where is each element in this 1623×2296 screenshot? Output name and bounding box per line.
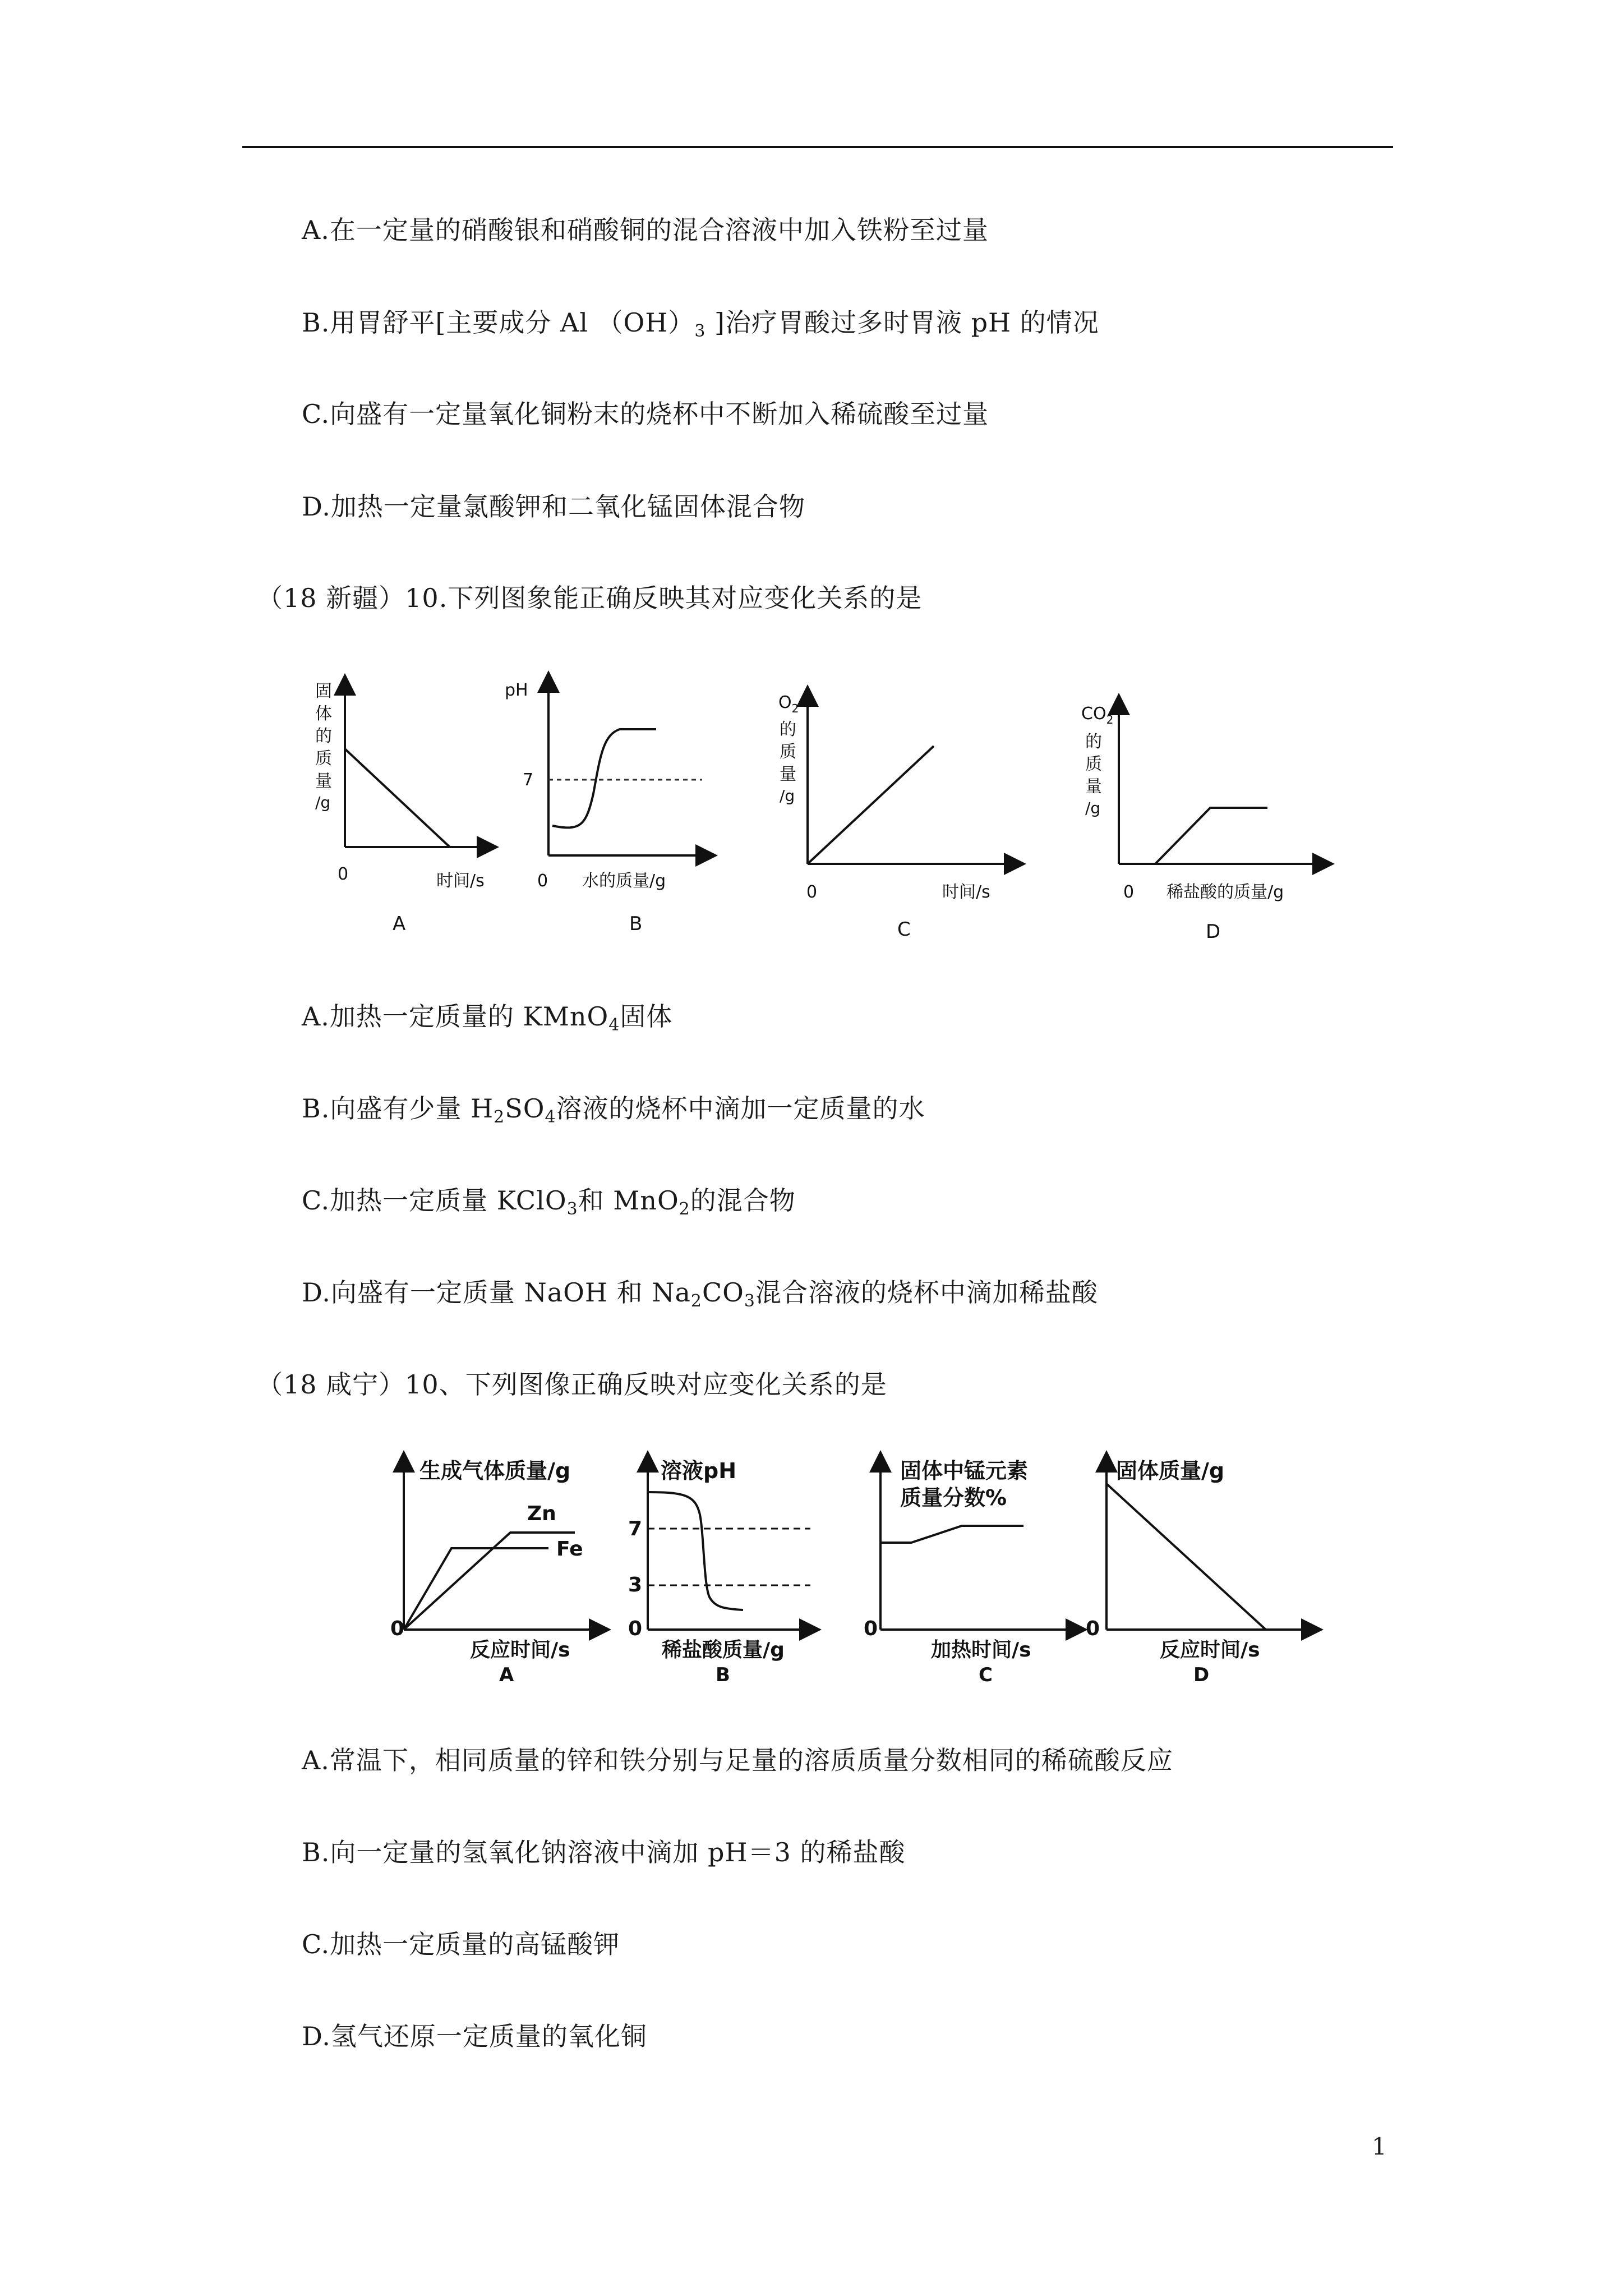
graph-b-tick-7: 7: [523, 770, 534, 790]
xn-graph-b-caption: B: [716, 1664, 730, 1686]
xn-graph-d-caption: D: [1193, 1664, 1210, 1686]
graph-d-ylabel-3: 量: [1085, 777, 1102, 797]
graph-a-origin: 0: [338, 864, 349, 884]
xn-graph-d: [1086, 1458, 1312, 1686]
graph-d-line: [1155, 808, 1267, 864]
xn-graph-d-line: [1106, 1484, 1266, 1630]
graph-c-xlabel: 时间/s: [942, 882, 990, 902]
graph-a-ylabel-6: /g: [315, 793, 331, 812]
graph-d-ylabel-2: 质: [1085, 754, 1102, 774]
graph-c-ylabel-2: 质: [780, 742, 796, 762]
xn-graph-b-tick-7: 7: [628, 1517, 643, 1540]
xn-graph-b-xlabel: 稀盐酸质量/g: [662, 1639, 785, 1662]
graph-a-ylabel-2: 体: [315, 704, 332, 724]
q9-option-d: D.加热一定量氯酸钾和二氧化锰固体混合物: [302, 491, 805, 522]
graph-c-ylabel-4: /g: [780, 786, 795, 805]
q10-xinjiang-option-a: A.加热一定质量的 KMnO$_4$固体: [302, 1001, 673, 1035]
q10-xinjiang-option-b: B.向盛有少量 $H_2SO_4$溶液的烧杯中滴加一定质量的水: [302, 1093, 925, 1127]
xn-graph-a-xlabel: 反应时间/s: [470, 1639, 570, 1662]
xn-graph-c-caption: C: [979, 1664, 993, 1686]
q10-xinjiang-stem: （18 新疆）10.下列图象能正确反映其对应变化关系的是: [257, 583, 923, 613]
xn-graph-a-origin: 0: [390, 1617, 405, 1640]
q9-option-a: A.在一定量的硝酸银和硝酸铜的混合溶液中加入铁粉至过量: [302, 215, 989, 245]
xn-graph-c-xlabel: 加热时间/s: [931, 1639, 1031, 1662]
xn-graph-a-series-zn: Zn: [527, 1502, 556, 1525]
q9-option-b: B.用胃舒平[主要成分 Al $(OH)_3$ ]治疗胃酸过多时胃液 pH 的情况: [302, 307, 1099, 341]
q10-xianning-option-c: C.加热一定质量的高锰酸钾: [302, 1929, 620, 1959]
xn-graph-d-xlabel: 反应时间/s: [1160, 1639, 1260, 1662]
xn-graph-a-caption: A: [499, 1664, 514, 1686]
xn-graph-c-ylabel-1: 固体中锰元素: [900, 1458, 1029, 1483]
graph-b-curve: [552, 729, 656, 827]
graph-a-ylabel-5: 量: [315, 771, 332, 791]
xn-graph-a-zn-line: [404, 1533, 575, 1630]
q10-xianning-option-d: D.氢气还原一定质量的氧化铜: [302, 2021, 647, 2051]
graph-d-xlabel: 稀盐酸的质量/g: [1166, 882, 1284, 902]
xn-graph-b-origin: 0: [628, 1617, 643, 1640]
header-rule: [242, 146, 1393, 148]
xn-graph-c-origin: 0: [864, 1617, 878, 1640]
graph-d-origin: 0: [1123, 882, 1135, 902]
graph-c-ylabel-top: $O_2$: [778, 693, 799, 715]
q10-xianning-figure: [390, 1450, 1324, 1691]
xn-graph-a-fe-line: [404, 1548, 548, 1630]
xn-graph-b-tick-3: 3: [628, 1573, 643, 1596]
xn-graph-b: [628, 1458, 810, 1686]
xn-graph-c: [864, 1458, 1077, 1686]
graph-a-ylabel-3: 的: [315, 726, 332, 746]
page-number: 1: [1372, 2133, 1387, 2160]
q10-xianning-option-a: A.常温下，相同质量的锌和铁分别与足量的溶质质量分数相同的稀硫酸反应: [302, 1745, 1173, 1775]
q10-xianning-stem: （18 咸宁）10、下列图像正确反映对应变化关系的是: [257, 1369, 887, 1400]
graph-a-line: [345, 749, 450, 847]
graph-d-ylabel-4: /g: [1085, 799, 1101, 817]
graph-c-caption: C: [897, 918, 911, 941]
graph-c-ylabel-1: 的: [780, 720, 796, 739]
graph-c-ylabel-3: 量: [780, 765, 796, 784]
xn-graph-d-origin: 0: [1086, 1617, 1100, 1640]
q9-option-c: C.向盛有一定量氧化铜粉末的烧杯中不断加入稀硫酸至过量: [302, 399, 989, 429]
graph-d: [1081, 704, 1324, 943]
graph-b-caption: B: [629, 913, 643, 935]
graph-d-ylabel-1: 的: [1085, 732, 1102, 752]
graph-c-line: [808, 746, 934, 864]
graph-b-origin: 0: [537, 871, 548, 891]
xn-graph-a: [390, 1458, 600, 1686]
xn-graph-d-ylabel: 固体质量/g: [1116, 1458, 1225, 1483]
xn-graph-a-series-fe: Fe: [556, 1538, 583, 1561]
graph-a-ylabel-1: 固: [315, 682, 332, 701]
graph-b: [505, 680, 707, 935]
xn-graph-c-ylabel-2: 质量分数%: [900, 1485, 1007, 1510]
graph-a-caption: A: [393, 913, 406, 935]
graph-b-ylabel: pH: [505, 680, 528, 700]
graph-d-caption: D: [1206, 921, 1221, 943]
graph-a: [315, 682, 488, 935]
graph-a-ylabel-4: 质: [315, 749, 332, 769]
graph-c-origin: 0: [806, 882, 818, 902]
q10-xinjiang-option-d: D.向盛有一定质量 NaOH 和 $Na_2CO_3$混合溶液的烧杯中滴加稀盐酸: [302, 1277, 1098, 1311]
q10-xinjiang-figure: [303, 673, 1346, 954]
xn-graph-b-ylabel: 溶液pH: [661, 1458, 737, 1483]
graph-a-xlabel: 时间/s: [436, 871, 485, 891]
xn-graph-b-curve: [648, 1492, 743, 1610]
graph-b-xlabel: 水的质量/g: [582, 871, 666, 891]
q10-xinjiang-option-c: C.加热一定质量 KClO$_3$和 MnO$_2$的混合物: [302, 1185, 796, 1219]
graph-c: [778, 693, 1015, 941]
q10-xianning-option-b: B.向一定量的氢氧化钠溶液中滴加 pH＝3 的稀盐酸: [302, 1837, 906, 1867]
xn-graph-c-line: [880, 1526, 1023, 1543]
graph-d-ylabel-top: $CO_2$: [1081, 704, 1114, 726]
xn-graph-a-ylabel: 生成气体质量/g: [419, 1458, 571, 1483]
